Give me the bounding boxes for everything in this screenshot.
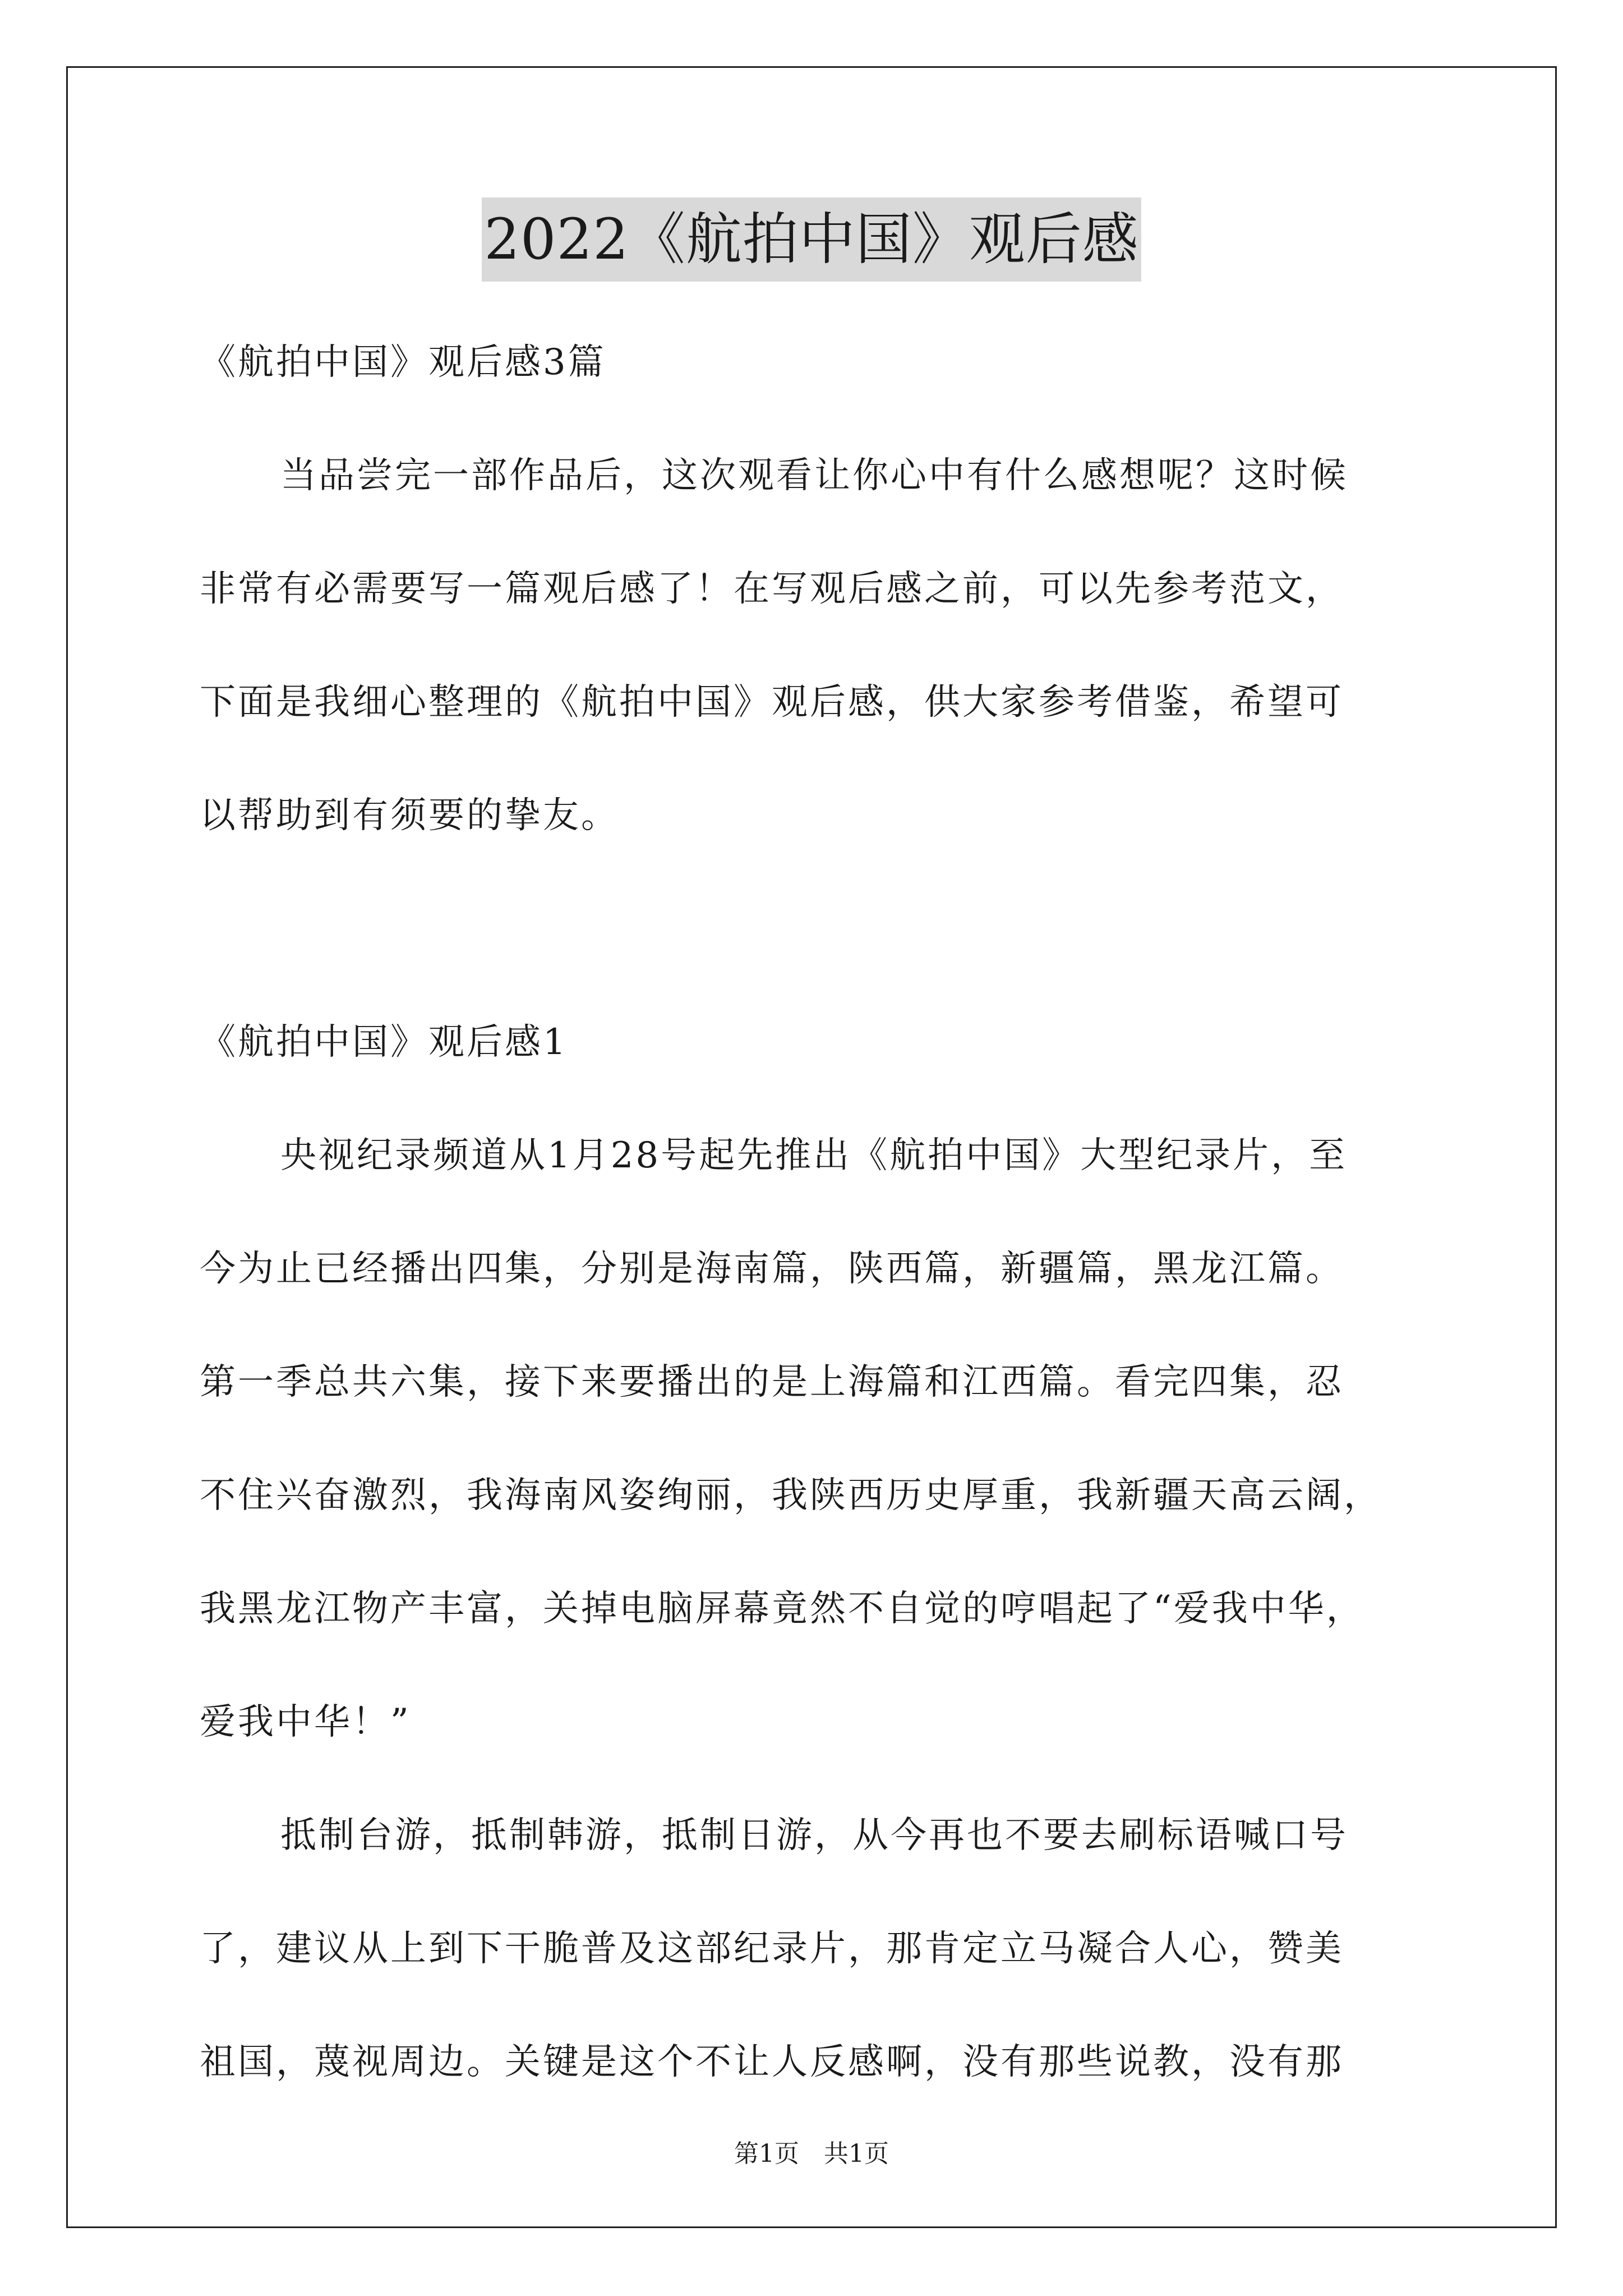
paragraph-line: 爱我中华！” <box>200 1701 411 1743</box>
section-heading: 《航拍中国》观后感1 <box>200 1022 568 1063</box>
intro-line: 当品尝完一部作品后，这次观看让你心中有什么感想呢？这时候 <box>280 455 1348 496</box>
paragraph-line: 我黑龙江物产丰富，关掉电脑屏幕竟然不自觉的哼唱起了“爱我中华， <box>200 1588 1364 1630</box>
paragraph-2 <box>200 1807 1433 2090</box>
paragraph-line: 第一季总共六集，接下来要播出的是上海篇和江西篇。看完四集，忍 <box>200 1361 1344 1403</box>
intro-line: 以帮助到有须要的挚友。 <box>200 795 619 836</box>
document-body <box>200 334 1433 2090</box>
title-container <box>0 197 1623 282</box>
paragraph-1 <box>200 1128 1433 1750</box>
paragraph-line: 祖国，蔑视周边。关键是这个不让人反感啊，没有那些说教，没有那 <box>200 2041 1344 2083</box>
document-title: 2022《航拍中国》观后感 <box>482 197 1141 282</box>
paragraph-line: 抵制台游，抵制韩游，抵制日游，从今再也不要去刷标语喊口号 <box>280 1815 1348 1856</box>
paragraph-line: 不住兴奋激烈，我海南风姿绚丽，我陕西历史厚重，我新疆天高云阔， <box>200 1475 1382 1516</box>
intro-line: 非常有必需要写一篇观后感了！在写观后感之前，可以先参考范文， <box>200 568 1344 610</box>
paragraph-line: 央视纪录频道从1月28号起先推出《航拍中国》大型纪录片，至 <box>280 1135 1348 1176</box>
paragraph-line: 今为止已经播出四集，分别是海南篇，陕西篇，新疆篇，黑龙江篇。 <box>200 1248 1344 1290</box>
intro-line: 下面是我细心整理的《航拍中国》观后感，供大家参考借鉴，希望可 <box>200 682 1344 723</box>
intro-paragraph <box>200 448 1433 844</box>
subtitle: 《航拍中国》观后感3篇 <box>200 342 606 383</box>
paragraph-line: 了，建议从上到下干脆普及这部纪录片，那肯定立马凝合人心，赞美 <box>200 1928 1344 1970</box>
spacer <box>200 844 1433 1014</box>
page-footer: 第1页 共1页 <box>734 2139 889 2168</box>
